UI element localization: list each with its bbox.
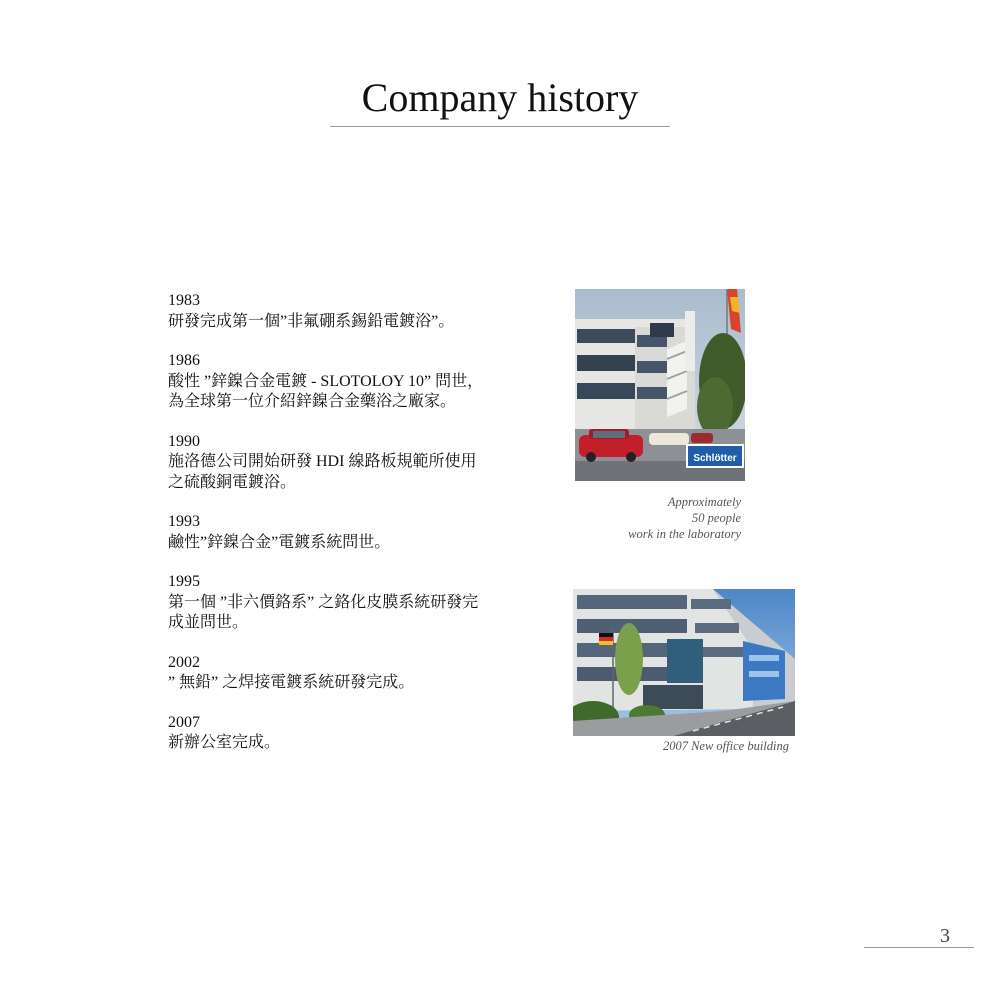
history-text: 新辦公室完成。 (168, 734, 281, 751)
sign-text: Schlötter (693, 453, 737, 464)
page-title: Company history (361, 75, 639, 120)
history-list (168, 291, 508, 773)
history-entry (168, 653, 508, 694)
history-entry (168, 572, 508, 634)
office-building-caption: 2007 New office building (662, 739, 789, 753)
new-office-building-photo (573, 589, 795, 736)
history-entry (168, 713, 508, 754)
history-year: 2007 (168, 713, 200, 731)
history-text: 鹼性”鋅鎳合金”電鍍系統問世。 (168, 533, 391, 551)
history-year: 1995 (168, 573, 200, 590)
history-text: ” 無鉛” 之焊接電鍍系統研發完成。 (168, 674, 415, 691)
history-year: 1993 (168, 513, 200, 530)
laboratory-building-photo (575, 289, 745, 481)
title-underline (330, 126, 670, 127)
history-year: 1983 (168, 292, 200, 309)
history-text: 研發完成第一個”非氟硼系錫鉛電鍍浴”。 (168, 312, 455, 330)
history-entry (168, 432, 508, 494)
history-text: 施洛德公司開始研發 HDI 線路板規範所使用 之硫酸銅電鍍浴。 (168, 453, 477, 491)
history-text: 酸性 ”鋅鎳合金電鍍 - SLOTOLOY 10” 問世， 為全球第一位介紹鋅鎳合金藥浴之廠家。 (168, 372, 484, 410)
history-entry (168, 351, 508, 413)
history-entry (168, 512, 508, 553)
history-year: 2002 (168, 653, 200, 671)
page-number: 3 (940, 925, 950, 947)
history-year: 1986 (168, 352, 200, 369)
history-entry (168, 291, 508, 332)
history-year: 1990 (168, 432, 200, 450)
laboratory-caption: Approximately 50 people work in the laboratory (628, 495, 741, 541)
page-number-rule (864, 947, 974, 948)
history-text: 第一個 ”非六價鉻系” 之鉻化皮膜系統研發完 成並問世。 (168, 593, 479, 631)
